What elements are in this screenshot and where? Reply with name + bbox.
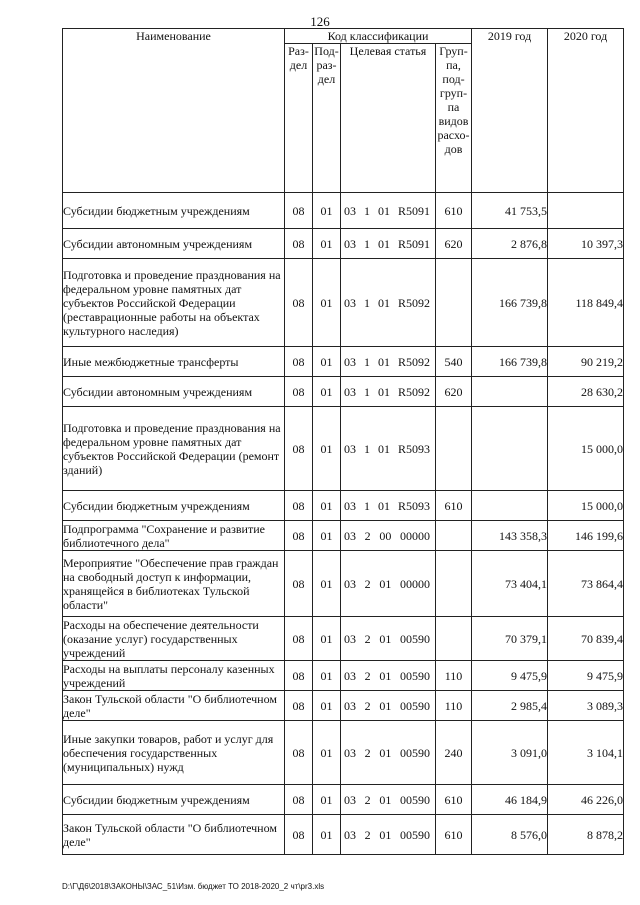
table-row [63,815,624,855]
target-article-part: R5093 [397,498,430,513]
target-article-part: 1 [363,498,370,513]
row-name: Расходы на выплаты персоналу казенных учреждений [63,661,285,691]
target-article-code [341,828,435,842]
target-article-part: 2 [364,745,371,760]
row-section: 08 [285,377,313,407]
row-target-article [341,377,436,407]
target-article-part: 1 [363,354,370,369]
row-target-article [341,259,436,347]
target-article-part: 03 [344,631,356,646]
header-expense-group: Груп-па, под-груп-па видов расхо-дов [436,44,472,193]
row-section: 08 [285,347,313,377]
row-expense-group: 620 [436,229,472,259]
row-section: 08 [285,521,313,551]
row-subsection: 01 [313,229,341,259]
row-target-article [341,491,436,521]
row-subsection: 01 [313,785,341,815]
target-article-part: R5091 [397,203,430,218]
target-article-part: 01 [379,576,392,591]
row-amount-2019: 166 739,8 [472,347,548,377]
row-target-article [341,551,436,617]
target-article-part: 00590 [399,792,430,807]
target-article-part: 00590 [399,827,430,842]
row-amount-2020: 9 475,9 [548,661,624,691]
target-article-code [341,577,435,591]
target-article-part: R5092 [397,384,430,399]
target-article-part: 01 [379,698,392,713]
row-subsection: 01 [313,721,341,785]
row-subsection: 01 [313,521,341,551]
row-section: 08 [285,785,313,815]
target-article-part: 01 [379,827,392,842]
table-row [63,521,624,551]
target-article-part: 03 [344,441,356,456]
table-row [63,347,624,377]
row-amount-2019: 9 475,9 [472,661,548,691]
row-expense-group: 610 [436,815,472,855]
footer-file-path: D:\Г\Д6\2018\ЗАКОНЫ\ЗАС_51\Изм. бюджет ТО 2018-2020_2 чт\pr3.xls [62,882,325,891]
row-expense-group [436,521,472,551]
target-article-part: 03 [344,498,356,513]
target-article-part: 03 [344,354,356,369]
target-article-part: 01 [379,745,392,760]
row-amount-2019: 2 876,8 [472,229,548,259]
row-expense-group: 110 [436,661,472,691]
target-article-part: 00590 [399,698,430,713]
target-article-part: 03 [344,827,356,842]
target-article-code [341,296,435,310]
row-amount-2020: 73 864,4 [548,551,624,617]
target-article-code [341,746,435,760]
row-expense-group: 620 [436,377,472,407]
row-section: 08 [285,259,313,347]
row-section: 08 [285,661,313,691]
row-amount-2019: 3 091,0 [472,721,548,785]
target-article-part: 1 [363,441,370,456]
row-target-article [341,521,436,551]
row-name: Расходы на обеспечение деятельности (оказание услуг) государственных учреждений [63,617,285,661]
target-article-code [341,669,435,683]
target-article-part: 2 [364,827,371,842]
target-article-code [341,355,435,369]
target-article-part: 03 [344,792,356,807]
row-name: Мероприятие "Обеспечение прав граждан на свободный доступ к информации, хранящейся в библиотеках Тульской области" [63,551,285,617]
target-article-part: 01 [377,236,390,251]
row-amount-2019 [472,491,548,521]
table-row [63,691,624,721]
target-article-part: 03 [344,384,356,399]
row-section: 08 [285,491,313,521]
target-article-part: 03 [344,668,356,683]
row-subsection: 01 [313,347,341,377]
row-amount-2020: 3 104,1 [548,721,624,785]
target-article-code [341,699,435,713]
row-amount-2020: 118 849,4 [548,259,624,347]
header-subsection: Под-раз-дел [313,44,341,193]
row-amount-2020: 10 397,3 [548,229,624,259]
target-article-part: 01 [377,441,390,456]
row-expense-group: 610 [436,491,472,521]
row-amount-2019: 41 753,5 [472,193,548,229]
row-name: Закон Тульской области "О библиотечном деле" [63,815,285,855]
row-amount-2020: 3 089,3 [548,691,624,721]
header-code-group: Код классификации [285,29,472,44]
row-target-article [341,785,436,815]
table-row [63,661,624,691]
row-name: Субсидии бюджетным учреждениям [63,785,285,815]
target-article-code [341,385,435,399]
target-article-part: 2 [364,792,371,807]
row-amount-2020: 15 000,0 [548,491,624,521]
row-amount-2019: 2 985,4 [472,691,548,721]
row-expense-group [436,617,472,661]
budget-table [62,28,624,855]
row-subsection: 01 [313,815,341,855]
target-article-part: 2 [364,528,371,543]
target-article-part: 2 [364,698,371,713]
target-article-part: 1 [363,236,370,251]
target-article-part: 03 [344,576,356,591]
target-article-part: 2 [364,668,371,683]
target-article-part: 00000 [399,576,430,591]
row-section: 08 [285,815,313,855]
target-article-part: 1 [363,203,370,218]
target-article-part: 01 [379,631,392,646]
target-article-part: R5092 [397,354,430,369]
row-expense-group [436,551,472,617]
target-article-part: 00 [379,528,392,543]
row-amount-2019 [472,377,548,407]
target-article-part: 03 [344,698,356,713]
target-article-part: 01 [379,792,392,807]
row-expense-group [436,259,472,347]
target-article-part: 03 [344,528,356,543]
row-section: 08 [285,617,313,661]
row-amount-2020: 8 878,2 [548,815,624,855]
target-article-code [341,204,435,218]
row-subsection: 01 [313,551,341,617]
target-article-code [341,529,435,543]
row-section: 08 [285,193,313,229]
row-expense-group: 540 [436,347,472,377]
target-article-code [341,442,435,456]
row-expense-group: 610 [436,193,472,229]
row-amount-2019: 73 404,1 [472,551,548,617]
row-amount-2019: 70 379,1 [472,617,548,661]
target-article-part: 01 [377,203,390,218]
row-target-article [341,193,436,229]
target-article-part: 00590 [399,631,430,646]
row-subsection: 01 [313,193,341,229]
target-article-part: 03 [344,236,356,251]
page-number: 126 [310,14,330,29]
target-article-part: 01 [377,498,390,513]
header-target: Целевая статья [341,44,436,193]
row-name: Закон Тульской области "О библиотечном деле" [63,691,285,721]
table-row [63,785,624,815]
row-subsection: 01 [313,617,341,661]
row-amount-2020: 146 199,6 [548,521,624,551]
row-amount-2019: 143 358,3 [472,521,548,551]
header-year-2020: 2020 год [548,29,624,193]
row-section: 08 [285,229,313,259]
target-article-part: 03 [344,295,356,310]
table-row [63,551,624,617]
target-article-part: 00590 [399,668,430,683]
row-amount-2020: 15 000,0 [548,407,624,491]
row-amount-2019: 166 739,8 [472,259,548,347]
row-name: Подпрограмма "Сохранение и развитие библиотечного дела" [63,521,285,551]
target-article-part: 00590 [399,745,430,760]
row-expense-group [436,407,472,491]
target-article-part: 1 [363,295,370,310]
target-article-code [341,632,435,646]
row-amount-2019: 46 184,9 [472,785,548,815]
target-article-code [341,793,435,807]
target-article-part: 01 [379,668,392,683]
row-name: Иные межбюджетные трансферты [63,347,285,377]
row-amount-2020: 90 219,2 [548,347,624,377]
target-article-part: 01 [377,354,390,369]
target-article-part: 1 [363,384,370,399]
row-subsection: 01 [313,407,341,491]
row-amount-2020: 46 226,0 [548,785,624,815]
table-row [63,193,624,229]
row-amount-2019: 8 576,0 [472,815,548,855]
row-name: Субсидии бюджетным учреждениям [63,193,285,229]
target-article-part: 00000 [399,528,430,543]
target-article-part: 2 [364,631,371,646]
row-section: 08 [285,551,313,617]
table-row [63,229,624,259]
target-article-part: 03 [344,203,356,218]
row-amount-2020: 70 839,4 [548,617,624,661]
row-name: Подготовка и проведение празднования на федеральном уровне памятных дат субъектов Российской Федерации (реставрационные работы на объектах культурного наследия) [63,259,285,347]
target-article-code [341,237,435,251]
row-expense-group: 240 [436,721,472,785]
table-body [63,193,624,855]
row-subsection: 01 [313,491,341,521]
row-name: Субсидии бюджетным учреждениям [63,491,285,521]
row-name: Подготовка и проведение празднования на федеральном уровне памятных дат субъектов Российской Федерации (ремонт зданий) [63,407,285,491]
row-target-article [341,347,436,377]
row-subsection: 01 [313,377,341,407]
target-article-part: R5093 [397,441,430,456]
row-section: 08 [285,407,313,491]
table-row [63,721,624,785]
row-target-article [341,815,436,855]
row-name: Субсидии автономным учреждениям [63,229,285,259]
table-row [63,377,624,407]
table-row [63,259,624,347]
target-article-part: 2 [364,576,371,591]
row-amount-2020 [548,193,624,229]
row-subsection: 01 [313,691,341,721]
row-expense-group: 610 [436,785,472,815]
row-target-article [341,229,436,259]
table-row [63,407,624,491]
row-amount-2020: 28 630,2 [548,377,624,407]
table-row [63,617,624,661]
row-subsection: 01 [313,661,341,691]
row-section: 08 [285,691,313,721]
row-target-article [341,691,436,721]
header-section: Раз-дел [285,44,313,193]
target-article-part: 03 [344,745,356,760]
target-article-part: R5091 [397,236,430,251]
header-name: Наименование [63,29,285,193]
row-subsection: 01 [313,259,341,347]
target-article-code [341,499,435,513]
table-row [63,491,624,521]
row-target-article [341,721,436,785]
row-name: Субсидии автономным учреждениям [63,377,285,407]
row-target-article [341,617,436,661]
row-amount-2019 [472,407,548,491]
target-article-part: 01 [377,384,390,399]
header-year-2019: 2019 год [472,29,548,193]
row-name: Иные закупки товаров, работ и услуг для обеспечения государственных (муниципальных) нужд [63,721,285,785]
target-article-part: 01 [377,295,390,310]
row-target-article [341,661,436,691]
row-expense-group: 110 [436,691,472,721]
row-target-article [341,407,436,491]
row-section: 08 [285,721,313,785]
target-article-part: R5092 [397,295,430,310]
